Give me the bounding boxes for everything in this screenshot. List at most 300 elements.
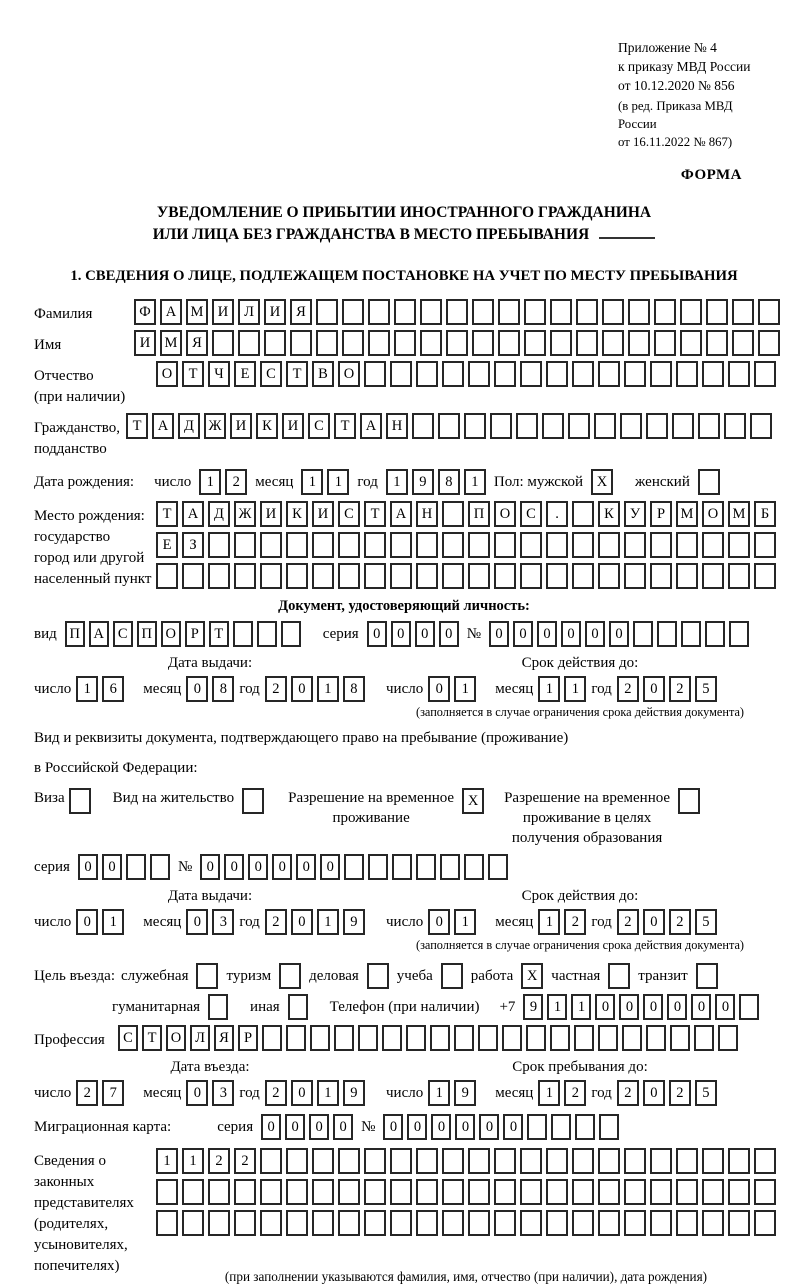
char-cell[interactable] bbox=[416, 854, 436, 880]
char-cell[interactable]: 0 bbox=[667, 994, 687, 1020]
char-cell[interactable]: 0 bbox=[285, 1114, 305, 1140]
char-cell[interactable] bbox=[702, 1179, 724, 1205]
char-cell[interactable]: М bbox=[728, 501, 750, 527]
char-cell[interactable] bbox=[442, 501, 464, 527]
char-cell[interactable] bbox=[288, 994, 308, 1020]
char-cell[interactable] bbox=[390, 563, 412, 589]
char-cell[interactable]: О bbox=[156, 361, 178, 387]
char-cell[interactable] bbox=[182, 563, 204, 589]
char-cell[interactable]: 2 bbox=[76, 1080, 98, 1106]
char-cell[interactable]: 0 bbox=[248, 854, 268, 880]
char-cell[interactable]: Я bbox=[214, 1025, 234, 1051]
char-cell[interactable] bbox=[441, 963, 463, 989]
char-cell[interactable]: 2 bbox=[617, 1080, 639, 1106]
char-cell[interactable] bbox=[598, 1179, 620, 1205]
char-cell[interactable] bbox=[702, 532, 724, 558]
char-cell[interactable] bbox=[546, 1148, 568, 1174]
char-cell[interactable] bbox=[382, 1025, 402, 1051]
char-cell[interactable]: 8 bbox=[212, 676, 234, 702]
char-cell[interactable]: А bbox=[152, 413, 174, 439]
char-cell[interactable] bbox=[454, 1025, 474, 1051]
char-cell[interactable] bbox=[342, 330, 364, 356]
char-cell[interactable] bbox=[724, 413, 746, 439]
char-cell[interactable] bbox=[654, 299, 676, 325]
char-cell[interactable] bbox=[680, 330, 702, 356]
char-cell[interactable] bbox=[646, 1025, 666, 1051]
char-cell[interactable] bbox=[574, 1025, 594, 1051]
char-cell[interactable] bbox=[234, 1179, 256, 1205]
char-cell[interactable]: А bbox=[160, 299, 182, 325]
char-cell[interactable]: Р bbox=[185, 621, 205, 647]
char-cell[interactable]: 0 bbox=[291, 1080, 313, 1106]
char-cell[interactable] bbox=[676, 1179, 698, 1205]
char-cell[interactable]: Р bbox=[238, 1025, 258, 1051]
char-cell[interactable] bbox=[750, 413, 772, 439]
char-cell[interactable] bbox=[392, 854, 412, 880]
char-cell[interactable]: С bbox=[308, 413, 330, 439]
char-cell[interactable]: 0 bbox=[431, 1114, 451, 1140]
char-cell[interactable]: 0 bbox=[391, 621, 411, 647]
char-cell[interactable]: Т bbox=[334, 413, 356, 439]
char-cell[interactable] bbox=[464, 413, 486, 439]
char-cell[interactable]: Р bbox=[650, 501, 672, 527]
char-cell[interactable] bbox=[196, 963, 218, 989]
char-cell[interactable]: Д bbox=[178, 413, 200, 439]
char-cell[interactable]: 0 bbox=[585, 621, 605, 647]
char-cell[interactable]: 2 bbox=[564, 909, 586, 935]
char-cell[interactable] bbox=[416, 563, 438, 589]
char-cell[interactable]: 0 bbox=[320, 854, 340, 880]
char-cell[interactable]: Я bbox=[186, 330, 208, 356]
char-cell[interactable] bbox=[680, 299, 702, 325]
char-cell[interactable] bbox=[654, 330, 676, 356]
char-cell[interactable]: П bbox=[137, 621, 157, 647]
char-cell[interactable]: 0 bbox=[272, 854, 292, 880]
char-cell[interactable] bbox=[208, 1210, 230, 1236]
char-cell[interactable] bbox=[520, 1210, 542, 1236]
char-cell[interactable] bbox=[182, 1210, 204, 1236]
char-cell[interactable] bbox=[676, 1148, 698, 1174]
char-cell[interactable] bbox=[602, 330, 624, 356]
char-cell[interactable] bbox=[498, 330, 520, 356]
char-cell[interactable] bbox=[599, 1114, 619, 1140]
char-cell[interactable]: Т bbox=[182, 361, 204, 387]
char-cell[interactable]: 1 bbox=[327, 469, 349, 495]
char-cell[interactable]: 0 bbox=[333, 1114, 353, 1140]
char-cell[interactable] bbox=[430, 1025, 450, 1051]
char-cell[interactable] bbox=[576, 299, 598, 325]
char-cell[interactable]: 1 bbox=[454, 676, 476, 702]
char-cell[interactable] bbox=[672, 413, 694, 439]
char-cell[interactable]: 1 bbox=[156, 1148, 178, 1174]
char-cell[interactable]: 1 bbox=[564, 676, 586, 702]
char-cell[interactable] bbox=[156, 563, 178, 589]
char-cell[interactable] bbox=[412, 413, 434, 439]
char-cell[interactable] bbox=[624, 563, 646, 589]
char-cell[interactable] bbox=[550, 1025, 570, 1051]
char-cell[interactable] bbox=[312, 1148, 334, 1174]
char-cell[interactable] bbox=[576, 330, 598, 356]
char-cell[interactable] bbox=[286, 563, 308, 589]
char-cell[interactable]: 0 bbox=[715, 994, 735, 1020]
char-cell[interactable]: 2 bbox=[208, 1148, 230, 1174]
char-cell[interactable]: 3 bbox=[212, 1080, 234, 1106]
char-cell[interactable]: 0 bbox=[291, 909, 313, 935]
char-cell[interactable]: Н bbox=[416, 501, 438, 527]
char-cell[interactable] bbox=[212, 330, 234, 356]
char-cell[interactable] bbox=[234, 563, 256, 589]
char-cell[interactable]: И bbox=[264, 299, 286, 325]
char-cell[interactable] bbox=[520, 1148, 542, 1174]
char-cell[interactable] bbox=[364, 1210, 386, 1236]
char-cell[interactable]: 0 bbox=[561, 621, 581, 647]
char-cell[interactable]: Т bbox=[286, 361, 308, 387]
char-cell[interactable]: 0 bbox=[691, 994, 711, 1020]
char-cell[interactable]: 0 bbox=[224, 854, 244, 880]
char-cell[interactable] bbox=[316, 330, 338, 356]
char-cell[interactable]: О bbox=[702, 501, 724, 527]
char-cell[interactable]: 2 bbox=[669, 676, 691, 702]
char-cell[interactable]: М bbox=[186, 299, 208, 325]
char-cell[interactable] bbox=[546, 361, 568, 387]
char-cell[interactable] bbox=[572, 563, 594, 589]
char-cell[interactable] bbox=[520, 563, 542, 589]
char-cell[interactable]: 1 bbox=[102, 909, 124, 935]
char-cell[interactable] bbox=[572, 1210, 594, 1236]
char-cell[interactable] bbox=[262, 1025, 282, 1051]
char-cell[interactable] bbox=[264, 330, 286, 356]
char-cell[interactable] bbox=[234, 1210, 256, 1236]
char-cell[interactable]: 8 bbox=[343, 676, 365, 702]
char-cell[interactable]: П bbox=[468, 501, 490, 527]
char-cell[interactable] bbox=[342, 299, 364, 325]
char-cell[interactable] bbox=[364, 1148, 386, 1174]
char-cell[interactable]: И bbox=[230, 413, 252, 439]
char-cell[interactable]: 0 bbox=[102, 854, 122, 880]
char-cell[interactable] bbox=[646, 413, 668, 439]
char-cell[interactable]: 1 bbox=[454, 909, 476, 935]
char-cell[interactable] bbox=[702, 563, 724, 589]
char-cell[interactable] bbox=[364, 1179, 386, 1205]
char-cell[interactable]: 0 bbox=[428, 909, 450, 935]
char-cell[interactable] bbox=[702, 361, 724, 387]
char-cell[interactable] bbox=[718, 1025, 738, 1051]
char-cell[interactable]: П bbox=[65, 621, 85, 647]
char-cell[interactable]: 0 bbox=[643, 1080, 665, 1106]
char-cell[interactable] bbox=[546, 1210, 568, 1236]
char-cell[interactable] bbox=[754, 1148, 776, 1174]
char-cell[interactable]: Е bbox=[156, 532, 178, 558]
char-cell[interactable] bbox=[344, 854, 364, 880]
char-cell[interactable] bbox=[312, 563, 334, 589]
char-cell[interactable] bbox=[602, 299, 624, 325]
char-cell[interactable] bbox=[681, 621, 701, 647]
char-cell[interactable]: 9 bbox=[412, 469, 434, 495]
char-cell[interactable]: 3 bbox=[212, 909, 234, 935]
char-cell[interactable]: С bbox=[338, 501, 360, 527]
char-cell[interactable] bbox=[338, 1179, 360, 1205]
char-cell[interactable] bbox=[281, 621, 301, 647]
char-cell[interactable]: Т bbox=[126, 413, 148, 439]
char-cell[interactable]: 2 bbox=[617, 676, 639, 702]
char-cell[interactable] bbox=[676, 1210, 698, 1236]
char-cell[interactable] bbox=[650, 532, 672, 558]
char-cell[interactable] bbox=[394, 330, 416, 356]
char-cell[interactable] bbox=[598, 361, 620, 387]
char-cell[interactable]: 2 bbox=[669, 1080, 691, 1106]
char-cell[interactable] bbox=[572, 1179, 594, 1205]
char-cell[interactable] bbox=[678, 788, 700, 814]
char-cell[interactable] bbox=[670, 1025, 690, 1051]
char-cell[interactable] bbox=[624, 361, 646, 387]
char-cell[interactable] bbox=[550, 330, 572, 356]
char-cell[interactable] bbox=[650, 1210, 672, 1236]
char-cell[interactable] bbox=[156, 1179, 178, 1205]
char-cell[interactable] bbox=[126, 854, 146, 880]
char-cell[interactable] bbox=[367, 963, 389, 989]
char-cell[interactable] bbox=[676, 361, 698, 387]
char-cell[interactable]: З bbox=[182, 532, 204, 558]
char-cell[interactable] bbox=[739, 994, 759, 1020]
char-cell[interactable] bbox=[546, 1179, 568, 1205]
char-cell[interactable] bbox=[472, 330, 494, 356]
char-cell[interactable] bbox=[390, 1210, 412, 1236]
char-cell[interactable] bbox=[440, 854, 460, 880]
char-cell[interactable]: 0 bbox=[513, 621, 533, 647]
char-cell[interactable] bbox=[650, 563, 672, 589]
char-cell[interactable] bbox=[728, 563, 750, 589]
char-cell[interactable] bbox=[696, 963, 718, 989]
char-cell[interactable] bbox=[442, 532, 464, 558]
char-cell[interactable]: 9 bbox=[343, 1080, 365, 1106]
char-cell[interactable] bbox=[406, 1025, 426, 1051]
char-cell[interactable] bbox=[598, 1210, 620, 1236]
char-cell[interactable] bbox=[279, 963, 301, 989]
char-cell[interactable] bbox=[754, 532, 776, 558]
char-cell[interactable] bbox=[390, 532, 412, 558]
char-cell[interactable] bbox=[702, 1210, 724, 1236]
char-cell[interactable] bbox=[598, 1025, 618, 1051]
char-cell[interactable]: Т bbox=[364, 501, 386, 527]
char-cell[interactable] bbox=[442, 1179, 464, 1205]
char-cell[interactable] bbox=[208, 532, 230, 558]
char-cell[interactable]: И bbox=[282, 413, 304, 439]
char-cell[interactable]: Т bbox=[156, 501, 178, 527]
char-cell[interactable] bbox=[364, 563, 386, 589]
char-cell[interactable] bbox=[338, 1210, 360, 1236]
char-cell[interactable] bbox=[546, 563, 568, 589]
char-cell[interactable]: Ч bbox=[208, 361, 230, 387]
char-cell[interactable]: 1 bbox=[538, 1080, 560, 1106]
char-cell[interactable]: 2 bbox=[265, 909, 287, 935]
char-cell[interactable] bbox=[526, 1025, 546, 1051]
char-cell[interactable]: 1 bbox=[547, 994, 567, 1020]
char-cell[interactable] bbox=[358, 1025, 378, 1051]
char-cell[interactable]: 0 bbox=[489, 621, 509, 647]
char-cell[interactable] bbox=[442, 1210, 464, 1236]
char-cell[interactable] bbox=[676, 563, 698, 589]
char-cell[interactable] bbox=[446, 330, 468, 356]
char-cell[interactable] bbox=[676, 532, 698, 558]
char-cell[interactable] bbox=[312, 1210, 334, 1236]
char-cell[interactable] bbox=[598, 563, 620, 589]
char-cell[interactable] bbox=[568, 413, 590, 439]
char-cell[interactable] bbox=[706, 330, 728, 356]
char-cell[interactable] bbox=[494, 532, 516, 558]
char-cell[interactable] bbox=[257, 621, 277, 647]
char-cell[interactable] bbox=[156, 1210, 178, 1236]
char-cell[interactable] bbox=[758, 330, 780, 356]
char-cell[interactable]: 0 bbox=[78, 854, 98, 880]
char-cell[interactable] bbox=[705, 621, 725, 647]
char-cell[interactable] bbox=[620, 413, 642, 439]
char-cell[interactable] bbox=[286, 1210, 308, 1236]
char-cell[interactable]: Я bbox=[290, 299, 312, 325]
char-cell[interactable] bbox=[368, 854, 388, 880]
char-cell[interactable]: А bbox=[360, 413, 382, 439]
char-cell[interactable] bbox=[468, 1179, 490, 1205]
char-cell[interactable] bbox=[498, 299, 520, 325]
char-cell[interactable]: Ж bbox=[234, 501, 256, 527]
char-cell[interactable] bbox=[478, 1025, 498, 1051]
char-cell[interactable]: 0 bbox=[643, 994, 663, 1020]
char-cell[interactable]: Н bbox=[386, 413, 408, 439]
char-cell[interactable]: О bbox=[494, 501, 516, 527]
char-cell[interactable] bbox=[624, 1148, 646, 1174]
char-cell[interactable] bbox=[524, 299, 546, 325]
char-cell[interactable]: . bbox=[546, 501, 568, 527]
char-cell[interactable] bbox=[394, 299, 416, 325]
char-cell[interactable] bbox=[208, 563, 230, 589]
char-cell[interactable] bbox=[728, 532, 750, 558]
char-cell[interactable] bbox=[598, 532, 620, 558]
char-cell[interactable]: А bbox=[89, 621, 109, 647]
char-cell[interactable]: И bbox=[312, 501, 334, 527]
char-cell[interactable]: 2 bbox=[669, 909, 691, 935]
char-cell[interactable] bbox=[286, 1025, 306, 1051]
char-cell[interactable] bbox=[572, 361, 594, 387]
char-cell[interactable] bbox=[622, 1025, 642, 1051]
char-cell[interactable]: 2 bbox=[617, 909, 639, 935]
char-cell[interactable]: 2 bbox=[564, 1080, 586, 1106]
char-cell[interactable]: 8 bbox=[438, 469, 460, 495]
char-cell[interactable] bbox=[368, 299, 390, 325]
char-cell[interactable]: 1 bbox=[538, 909, 560, 935]
char-cell[interactable] bbox=[624, 532, 646, 558]
char-cell[interactable]: 1 bbox=[464, 469, 486, 495]
char-cell[interactable] bbox=[594, 413, 616, 439]
char-cell[interactable] bbox=[286, 1148, 308, 1174]
char-cell[interactable] bbox=[516, 413, 538, 439]
char-cell[interactable] bbox=[572, 1148, 594, 1174]
char-cell[interactable] bbox=[416, 1210, 438, 1236]
char-cell[interactable] bbox=[490, 413, 512, 439]
char-cell[interactable]: 2 bbox=[234, 1148, 256, 1174]
char-cell[interactable] bbox=[260, 563, 282, 589]
char-cell[interactable]: 1 bbox=[538, 676, 560, 702]
char-cell[interactable] bbox=[416, 1148, 438, 1174]
char-cell[interactable]: 0 bbox=[186, 676, 208, 702]
char-cell[interactable]: Л bbox=[190, 1025, 210, 1051]
char-cell[interactable] bbox=[69, 788, 91, 814]
char-cell[interactable] bbox=[368, 330, 390, 356]
char-cell[interactable]: 0 bbox=[186, 909, 208, 935]
char-cell[interactable] bbox=[338, 1148, 360, 1174]
char-cell[interactable]: 0 bbox=[407, 1114, 427, 1140]
char-cell[interactable]: 1 bbox=[317, 1080, 339, 1106]
char-cell[interactable]: 0 bbox=[367, 621, 387, 647]
char-cell[interactable] bbox=[494, 563, 516, 589]
char-cell[interactable] bbox=[390, 1179, 412, 1205]
char-cell[interactable] bbox=[416, 1179, 438, 1205]
char-cell[interactable] bbox=[520, 1179, 542, 1205]
char-cell[interactable] bbox=[182, 1179, 204, 1205]
char-cell[interactable]: 2 bbox=[265, 1080, 287, 1106]
char-cell[interactable] bbox=[694, 1025, 714, 1051]
char-cell[interactable] bbox=[390, 361, 412, 387]
char-cell[interactable] bbox=[542, 413, 564, 439]
char-cell[interactable] bbox=[650, 1148, 672, 1174]
char-cell[interactable]: 0 bbox=[479, 1114, 499, 1140]
char-cell[interactable] bbox=[364, 361, 386, 387]
char-cell[interactable] bbox=[260, 1179, 282, 1205]
char-cell[interactable] bbox=[550, 299, 572, 325]
char-cell[interactable]: 0 bbox=[643, 676, 665, 702]
char-cell[interactable] bbox=[468, 1148, 490, 1174]
char-cell[interactable] bbox=[488, 854, 508, 880]
char-cell[interactable] bbox=[208, 1179, 230, 1205]
char-cell[interactable] bbox=[502, 1025, 522, 1051]
char-cell[interactable] bbox=[628, 299, 650, 325]
char-cell[interactable] bbox=[572, 532, 594, 558]
char-cell[interactable] bbox=[468, 1210, 490, 1236]
char-cell[interactable] bbox=[650, 361, 672, 387]
char-cell[interactable] bbox=[754, 1210, 776, 1236]
char-cell[interactable]: О bbox=[166, 1025, 186, 1051]
char-cell[interactable]: 0 bbox=[415, 621, 435, 647]
char-cell[interactable] bbox=[754, 1179, 776, 1205]
char-cell[interactable] bbox=[728, 1148, 750, 1174]
char-cell[interactable]: 9 bbox=[454, 1080, 476, 1106]
char-cell[interactable]: 0 bbox=[76, 909, 98, 935]
char-cell[interactable]: 1 bbox=[76, 676, 98, 702]
char-cell[interactable] bbox=[234, 532, 256, 558]
char-cell[interactable] bbox=[442, 1148, 464, 1174]
char-cell[interactable] bbox=[316, 299, 338, 325]
char-cell[interactable] bbox=[494, 1148, 516, 1174]
char-cell[interactable] bbox=[527, 1114, 547, 1140]
char-cell[interactable]: 0 bbox=[296, 854, 316, 880]
char-cell[interactable] bbox=[494, 1210, 516, 1236]
char-cell[interactable] bbox=[416, 532, 438, 558]
char-cell[interactable] bbox=[706, 299, 728, 325]
char-cell[interactable]: Т bbox=[209, 621, 229, 647]
char-cell[interactable] bbox=[468, 532, 490, 558]
char-cell[interactable]: 0 bbox=[439, 621, 459, 647]
char-cell[interactable]: Ф bbox=[134, 299, 156, 325]
char-cell[interactable]: 0 bbox=[503, 1114, 523, 1140]
char-cell[interactable] bbox=[260, 1210, 282, 1236]
char-cell[interactable]: 9 bbox=[343, 909, 365, 935]
char-cell[interactable] bbox=[754, 563, 776, 589]
char-cell[interactable]: X bbox=[521, 963, 543, 989]
char-cell[interactable]: С bbox=[118, 1025, 138, 1051]
char-cell[interactable]: К bbox=[256, 413, 278, 439]
char-cell[interactable] bbox=[551, 1114, 571, 1140]
char-cell[interactable]: X bbox=[591, 469, 613, 495]
char-cell[interactable] bbox=[464, 854, 484, 880]
char-cell[interactable] bbox=[598, 1148, 620, 1174]
